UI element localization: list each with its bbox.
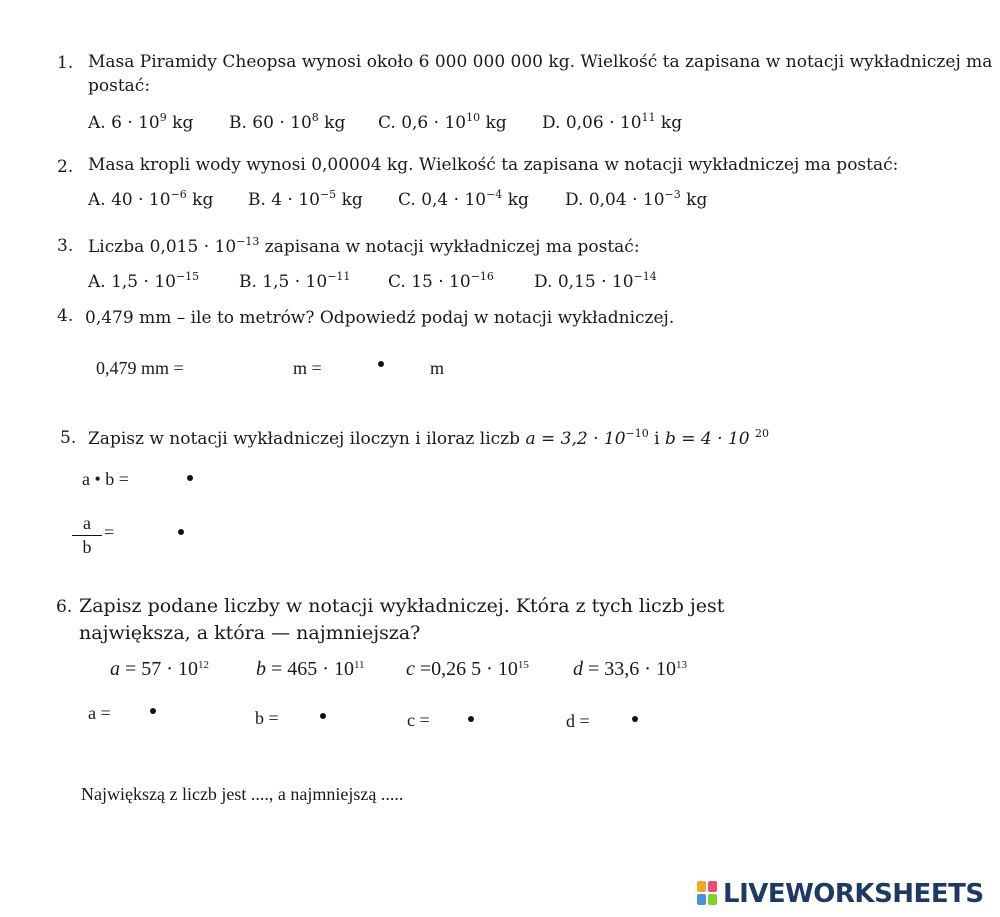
q3-option-c[interactable]: C. $15 \cdot 10^{-16}$	[388, 270, 494, 292]
q6-answer-a: a =	[88, 703, 111, 723]
q3-option-a[interactable]: A. $1,5 \cdot 10^{-15}$	[88, 270, 200, 292]
q5-quotient-fraction	[72, 513, 102, 558]
q5-text: Zapisz w notacji wykładniczej iloczyn i iloraz liczb $a = 3,2 \cdot 10^{-10}$ i b = 4 · 10 $^{20}$	[88, 427, 769, 449]
q6-answer-c: c =	[407, 710, 430, 730]
q3-option-d[interactable]: D. $0,15 \cdot 10^{-14}$	[534, 270, 657, 292]
q4-text: 0,479 mm – ile to metrów? Odpowiedź podaj w notacji wykładniczej.	[85, 308, 675, 328]
q6-answer-b-dot	[320, 713, 326, 719]
q5-frac-denominator: b	[82, 537, 92, 557]
q4-answer-meters: m =	[293, 358, 322, 378]
q6-conclusion: Największą z liczb jest ...., a najmniejszą .....	[81, 784, 404, 804]
q6-value-d: $d = 33,6 \cdot 10^{13}$	[573, 658, 687, 680]
q6-number: 6.	[56, 597, 73, 617]
q4-answer-label: 0,479 mm =	[96, 358, 184, 378]
q6-value-b: $b = 465 \cdot 10^{11}$	[256, 658, 365, 680]
q5-product-label: a • b =	[82, 469, 129, 489]
q3-number: 3.	[57, 236, 74, 256]
q2-option-a[interactable]: A. $40 \cdot 10^{-6}$ kg	[88, 188, 214, 210]
q1-option-a[interactable]: A. $6 \cdot 10^9$ kg	[88, 111, 194, 133]
q6-value-a: $a = 57 \cdot 10^{12}$	[110, 658, 209, 680]
q1-text-line1: Masa Piramidy Cheopsa wynosi około 6 000 000 000 kg. Wielkość ta zapisana w notacji wykładniczej ma	[88, 52, 993, 72]
q2-option-d[interactable]: D. $0,04 \cdot 10^{-3}$ kg	[565, 188, 708, 210]
q5-number: 5.	[60, 428, 77, 448]
q6-text-line1: Zapisz podane liczby w notacji wykładniczej. Która z tych liczb jest	[79, 595, 725, 617]
q6-answer-d-dot	[632, 716, 638, 722]
q6-answer-b: b =	[255, 708, 279, 728]
q6-answer-c-dot	[468, 716, 474, 722]
q5-quotient-equals: =	[104, 522, 115, 542]
q1-option-d[interactable]: D. $0,06 \cdot 10^{11}$ kg	[542, 111, 683, 133]
q6-answer-d: d =	[566, 711, 590, 731]
q6-answer-a-dot	[150, 708, 156, 714]
q2-option-c[interactable]: C. $0,4 \cdot 10^{-4}$ kg	[398, 188, 529, 210]
q6-text-line2: największa, a która — najmniejsza?	[79, 622, 421, 644]
q1-option-c[interactable]: C. $0,6 \cdot 10^{10}$ kg	[378, 111, 507, 133]
liveworksheets-logo	[697, 879, 984, 909]
q1-option-b[interactable]: B. $60 \cdot 10^8$ kg	[229, 111, 346, 133]
q5-product-dot	[187, 475, 193, 481]
q5-quotient-dot	[178, 529, 184, 535]
q2-number: 2.	[57, 157, 74, 177]
liveworksheets-logo-text: LIVEWORKSHEETS	[723, 879, 984, 909]
q3-option-b[interactable]: B. $1,5 \cdot 10^{-11}$	[239, 270, 351, 292]
q4-number: 4.	[57, 306, 74, 326]
q5-frac-numerator: a	[83, 513, 91, 533]
q1-number: 1.	[57, 53, 74, 73]
q4-multiply-dot	[378, 361, 384, 367]
q2-text: Masa kropli wody wynosi 0,00004 kg. Wielkość ta zapisana w notacji wykładniczej ma postać:	[88, 155, 899, 175]
q5-frac-line	[72, 535, 102, 536]
q6-value-c: c =0,26 $5 \cdot 10^{15}$	[406, 658, 529, 680]
liveworksheets-logo-icon	[697, 881, 719, 907]
q4-answer-unit: m	[430, 358, 445, 378]
q2-option-b[interactable]: B. $4 \cdot 10^{-5}$ kg	[248, 188, 363, 210]
q3-text: Liczba $0,015 \cdot 10^{-13}$ zapisana w notacji wykładniczej ma postać:	[88, 235, 640, 257]
q1-text-line2: postać:	[88, 76, 151, 96]
